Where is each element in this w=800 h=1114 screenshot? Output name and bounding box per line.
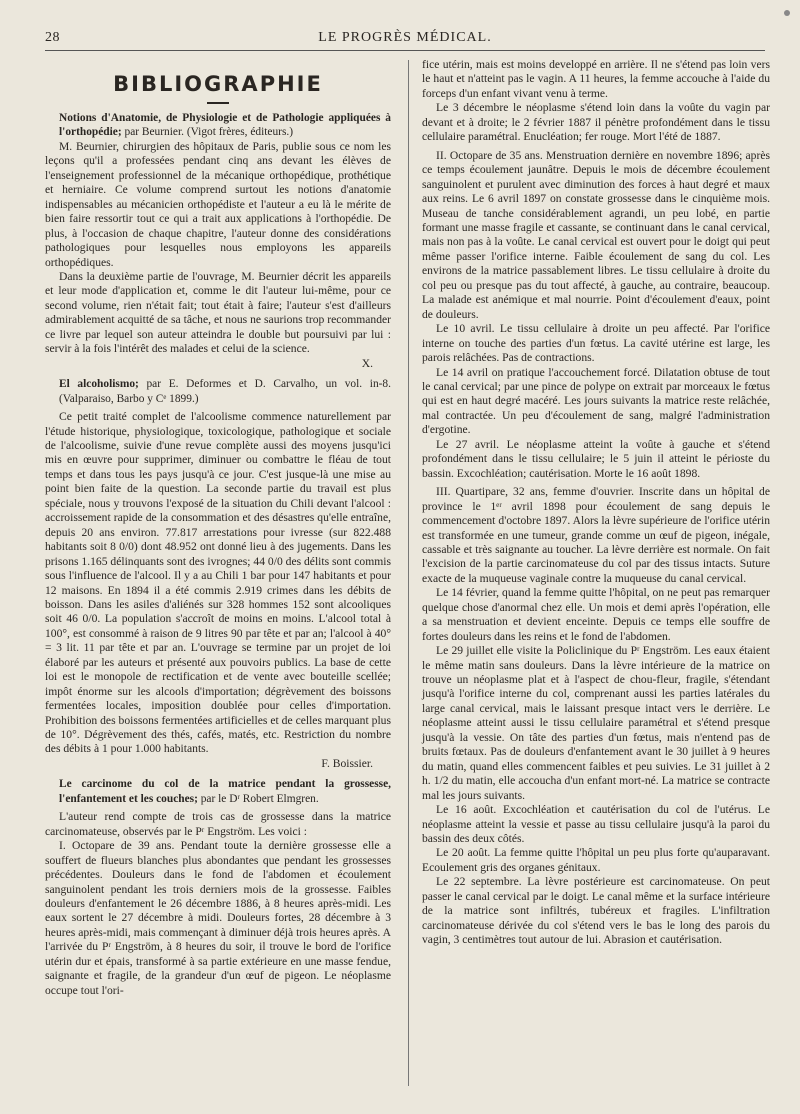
left-column bbox=[45, 58, 391, 998]
paragraph: Le 27 avril. Le néoplasme atteint la voûte à gauche et s'étend profondément dans le tissu cellulaire; le 5 juin il atteint le périoste du bassin. Excochléation; cautérisation. Morte le 16 août 1898. bbox=[422, 437, 770, 480]
review-title: El alcoholismo; bbox=[59, 378, 139, 391]
paragraph: Le 22 septembre. La lèvre postérieure est carcinomateuse. On peut passer le canal cervical par le doigt. Le canal même et la surface intérieure de la matrice sont infiltrés, tubéreux et fragiles. L'infiltration carcinomateuse dérivée du col s'étend vers le bas le long des parois du vagin, 3 centimètres tout autour de lui. Abrasion et cautérisation. bbox=[422, 875, 770, 947]
review-signature: X. bbox=[361, 356, 373, 370]
paragraph: Le 14 avril on pratique l'accouchement forcé. Dilatation obtuse de tout le canal cervical; par une pince de polype on extrait par morceaux le fœtus qui est en haut degré macéré. Les jours suivants la matrice reste relâchée, mal contractée. Un peu d'écoulement de sang, malgré l'administration d'ergotine. bbox=[422, 365, 770, 437]
review-heading bbox=[45, 377, 391, 406]
journal-title: LE PROGRÈS MÉDICAL. bbox=[318, 30, 492, 45]
paragraph: Le 29 juillet elle visite la Policlinique du Pʳ Engström. Les eaux étaient le même matin sans douleurs. Dans la lèvre intérieure de la matrice on trouve un néoplasme plat et à l'aspect de chou-fleur, fragile, s'étendant jusqu'à l'orifice interne du col, comprenant aussi les parties latérales du large canal cervical, mais le laissant presque intact vers le derrière. Le néoplasme atteint aussi le tissu cellulaire paramétral et s'étend presque jusqu'à la vessie. On tâte des parties d'un fœtus, mais n'entend pas de bruits fœtaux. Pas de douleurs d'enfantement avant le 30 juillet à 9 heures du matin, quand elles commencent faibles et peu suivies. Le 31 juillet à 2 h. 1/2 du matin, elle accoucha d'un enfant mort-né. La matrice se contracte mal les jours suivants. bbox=[422, 644, 770, 802]
paragraph: I. Octopare de 39 ans. Pendant toute la dernière grossesse elle a souffert de flueurs blanches plus abondantes que pendant les grossesses précédentes. Douleurs dans le fond de l'abdomen et écoulement sanguinolent pendant les trois derniers mois de la grossesse. Faibles douleurs d'enfantement le 26 décembre 1886, à 8 heures après-midi. Les eaux sortent le 27 décembre à midi. Douleurs fortes, 28 décembre à 3 heures après-midi, mais commençant à diminuer déjà trois heures après. A l'arrivée du Pʳ Engström, à 8 heures du soir, il trouve le bord de l'orifice utérin dur et épais, transformé à sa partie extérieure en une masse fendue, saignante et fragile, de la grandeur d'un œuf de pigeon. Le néoplasme occupe tout l'ori- bbox=[45, 839, 391, 997]
paragraph: L'auteur rend compte de trois cas de grossesse dans la matrice carcinomateuse, observés par le Pʳ Engström. Les voici : bbox=[45, 810, 391, 838]
paragraph: Dans la deuxième partie de l'ouvrage, M. Beurnier décrit les appareils et leur mode d'application et, comme le dit l'auteur lui-même, pour ce second volume, rien n'était fait; tout était à faire; l'auteur s'est d'ailleurs admirablement acquitté de sa tâche, et nous ne saurions trop recommander ce livre par lequel son auteur atteindra le double but poursuivi par lui : servir à la fois l'intérêt des malades et celui de la science. bbox=[45, 269, 391, 356]
review-citation: par Beurnier. (Vigot frères, éditeurs.) bbox=[124, 126, 294, 139]
running-header bbox=[45, 30, 765, 51]
paragraph: Le 16 août. Excochléation et cautérisation du col de l'utérus. Le néoplasme atteint la vessie et passe au tissu cellulaire jusqu'à la paroi du bassin des deux côtés. bbox=[422, 803, 770, 846]
paragraph: Le 20 août. La femme quitte l'hôpital un peu plus forte qu'auparavant. Ecoulement gris des organes génitaux. bbox=[422, 846, 770, 874]
review-title: Le carcinome du col de la matrice pendant la grossesse, l'enfantement et les couches; bbox=[59, 778, 391, 805]
paragraph: Le 3 décembre le néoplasme s'étend loin dans la voûte du vagin par devant et à droite; le 2 février 1887 il pénètre profondément dans le tissu cellulaire paramétral. Enucléation; fer rouge. Mort l'été de 1887. bbox=[422, 101, 770, 144]
paragraph: III. Quartipare, 32 ans, femme d'ouvrier. Inscrite dans un hôpital de province le 1ᵉʳ avril 1898 pour écoulement de sang depuis le commencement d'octobre 1897. Alors la lèvre supérieure de l'orifice utérin est transformée en une tumeur, grande comme un œuf de pigeon, inégale, cassable et très saignante au toucher. La lèvre derrière est normale. On fait l'excision de la partie carcinomateuse du col par des tissus intacts. Suture exacte de la muqueuse vaginale contre la muqueuse du canal cervical. bbox=[422, 485, 770, 585]
review-heading bbox=[45, 111, 391, 140]
review-heading bbox=[45, 777, 391, 806]
paragraph: Le 14 février, quand la femme quitte l'hôpital, on ne peut pas remarquer quelque chose d'anormal chez elle. Un mois et demi après l'opération, elle a sa menstruation et devient enceinte. Depuis ce temps elle souffre de fortes douleurs dans les reins et le fond de l'abdomen. bbox=[422, 586, 770, 643]
review-citation: par le Dʳ Robert Elmgren. bbox=[200, 792, 319, 805]
review-signature: F. Boissier. bbox=[321, 756, 373, 770]
paragraph: M. Beurnier, chirurgien des hôpitaux de Paris, publie sous ce nom les leçons qu'il a professées pendant cinq ans devant les élèves de l'enseignement professionnel de la mécanique orthopédique, prothétique et herniaire. Ce volume comprend surtout les notions d'anatomie indispensables au mécanicien orthopédiste et l'auteur a eu là le mérite de bien faire ressortir tout ce qui a trait aux applications à l'orthopédie. De plus, à l'occasion de chaque chapitre, l'auteur donne des considérations pathologiques pour lesquelles nous employons les appareils orthopédiques. bbox=[45, 139, 391, 269]
section-title: BIBLIOGRAPHIE bbox=[113, 72, 323, 96]
review-citation: par E. Deformes et D. Carvalho, un vol. in-8. (Valparaiso, Barbo y Cᵉ 1899.) bbox=[59, 378, 391, 405]
page-number: 28 bbox=[45, 30, 60, 45]
review-title: Notions d'Anatomie, de Physiologie et de Pathologie appliquées à l'orthopédie; bbox=[59, 112, 391, 139]
paragraph: fice utérin, mais est moins developpé en arrière. Il ne s'étend pas loin vers le haut et n'atteint pas le vagin. A 11 heures, la femme accouche à l'aide du forceps d'un enfant vivant venu à terme. bbox=[422, 58, 770, 100]
column-divider bbox=[408, 60, 409, 1086]
title-dash bbox=[207, 102, 229, 104]
paragraph: II. Octopare de 35 ans. Menstruation dernière en novembre 1896; après ce temps écoulement jaunâtre. Depuis le mois de décembre écoulement sanguinolent et purulent avec diminution des forces à haut degré et maux aux reins. Le 6 avril 1897 on constate grossesse dans le cinquième mois. Museau de tanche considérablement agrandi, un peu lobé, en partie formant une masse fragile et cassante, se continuant dans le canal cervical, mais non pas à la voûte. Le canal cervical est ouvert pour le doigt qui peut même passer l'orifice interne. Faible écoulement de sang du col. Les environs de la matrice passablement libres. Le tissu cellulaire à droite du col peu ou presque pas du tout affecté, à gauche, au contraire, beaucoup. La malade est anémique et mal nourrie. Point d'écoulement d'eaux, point de douleurs. bbox=[422, 148, 770, 321]
paragraph: Ce petit traité complet de l'alcoolisme commence naturellement par l'étude historique, physiologique, toxicologique, pathologique et sociale de l'alcoolisme, suivie d'une revue complète aussi des moyens jusqu'ici mis en œuvre pour supprimer, diminuer ou combattre le fléau de tout temps et dans tous les pays jusqu'à ce jour. C'est jusque-là une mise au point bien faite de la question. La seconde partie du travail est plus spéciale, nous y trouvons l'exposé de la situation du Chili devant l'alcool : accroissement rapide de la consommation et des désastres qu'elle entraîne, depuis 20 ans environ. 77.817 arrestations pour ivresse (sur 822.488 habitants soit 8 0/0) dont 48.952 ont donné lieu à des jugements. Dans les prisons 1.165 délinquants sont des ivrognes; 44 0/0 des délits sont commis sous l'influence de l'alcool. Il y a au Chili 1 bar pour 147 habitants et pour 12 maisons. En 1894 il a été commis 2.919 crimes dans les débits de boisson. Dans les asiles d'aliénés sur 328 hommes 152 sont alcooliques soit 46 0/0. La population s'accroît de moins en moins. L'alcool total à 100°, est consommé à raison de 9 litres 90 par tête et par an; l'alcool à 40° = 3 lit. 11 par tête et par an. L'ouvrage se termine par un projet de loi élaboré par les auteurs et présenté aux pouvoirs publics. La base de cette loi est le monopole de rectification et de vente avec bouteille scellée; impôt énorme sur les alcools d'importation; dégrèvement des boissons fermentées locales, imposition doublée pour celles d'importation. Prohibition des boissons fermentées artificielles et de celles marquant plus de 10°. Dégrèvement des thés, cafés, matés, etc. Restriction du nombre des débits à 1 pour 1.000 habitants. bbox=[45, 410, 391, 756]
page-mark bbox=[784, 10, 790, 16]
paragraph: Le 10 avril. Le tissu cellulaire à droite un peu affecté. Par l'orifice interne on touche des parties d'un fœtus. La cavité utérine est large, les parois relâchées. Pas de contractions. bbox=[422, 322, 770, 365]
right-column bbox=[422, 58, 770, 948]
